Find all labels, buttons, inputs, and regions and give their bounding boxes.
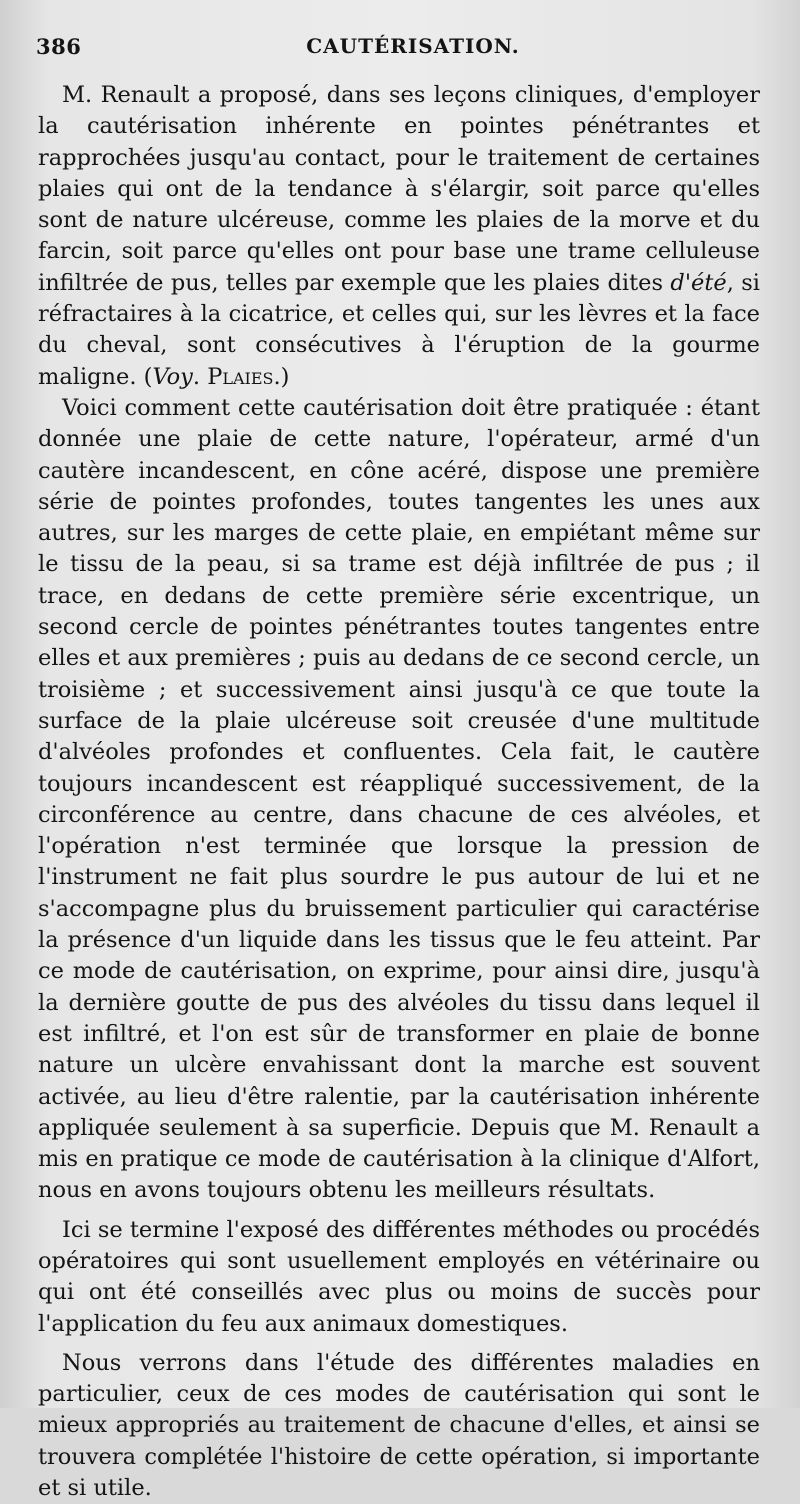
- text-segment: M. Renault a proposé, dans ses leçons cliniques, d'employer la cautérisation inhérente en pointes pénétrantes et rapprochées jusqu'au contact, pour le traitement de certaines plaies qui ont de la tendance à s'élargir, soit parce qu'elles sont de nature ulcéreuse, comme les plaies de la morve et du farcin, soit parce qu'elles ont pour base une trame celluleuse infiltrée de pus, telles par exemple que les plaies dites: [38, 82, 760, 296]
- paragraph-3: [38, 1215, 760, 1340]
- text-segment: Voici comment cette cautérisation doit être pratiquée : étant donnée une plaie de cette nature, l'opérateur, armé d'un cautère incandescent, en cône acéré, dispose une première série de pointes profondes, toutes tangentes les unes aux autres, sur les marges de cette plaie, en empiétant même sur le tissu de la peau, si sa trame est déjà infiltrée de pus ; il trace, en dedans de cette première série excentrique, un second cercle de pointes pénétrantes toutes tangentes entre elles et aux premières ; puis au dedans de ce second cercle, un troisième ; et successivement ainsi jusqu'à ce que toute la surface de la plaie ulcéreuse soit creusée d'une multitude d'alvéoles profondes et confluentes. Cela fait, le cautère toujours incandescent est réappliqué successivement, de la circonférence au centre, dans chacune de ces alvéoles, et l'opération n'est terminée que lorsque la pression de l'instrument ne fait plus sourdre le pus autour de lui et ne s'accompagne plus du bruissement particulier qui caractérise la présence d'un liquide dans les tissus que le feu atteint. Par ce mode de cautérisation, on exprime, pour ainsi dire, jusqu'à la dernière goutte de pus des alvéoles du tissu dans lequel il est infiltré, et l'on est sûr de transformer en plaie de bonne nature un ulcère envahissant dont la marche est souvent activée, au lieu d'être ralentie, par la cautérisation inhérente appliquée seulement à sa superficie. Depuis que M. Renault a mis en pratique ce mode de cautérisation à la clinique d'Alfort, nous en avons toujours obtenu les meilleurs résultats.: [38, 394, 760, 1204]
- running-title: CAUTÉRISATION.: [306, 34, 520, 58]
- page-number: 386: [36, 34, 82, 59]
- text-segment: .): [273, 363, 290, 390]
- paragraph-1: [38, 80, 760, 393]
- cross-reference: Plaies: [207, 363, 274, 390]
- paragraph-4: [38, 1348, 760, 1504]
- text-segment: , si réfractaires à la cicatrice, et celles qui, sur les lèvres et la face du cheval, sont consécutives à l'éruption de la gourme maligne. (: [38, 269, 761, 390]
- text-segment: Ici se termine l'exposé des différentes méthodes ou procédés opératoires qui sont usuellement employés en vétérinaire ou qui ont été conseillés avec plus ou moins de succès pour l'application du feu aux animaux domestiques.: [38, 1216, 760, 1337]
- page-header: [36, 34, 760, 64]
- text-segment: .: [192, 363, 208, 390]
- body-text: [38, 80, 760, 1504]
- italic-term: d'été: [670, 269, 727, 296]
- italic-abbreviation: Voy: [152, 363, 193, 390]
- text-segment: Nous verrons dans l'étude des différentes maladies en particulier, ceux de ces modes de cautérisation qui sont le mieux appropriés au traitement de chacune d'elles, et ainsi se trouvera complétée l'histoire de cette opération, si importante et si utile.: [38, 1349, 760, 1502]
- paragraph-2: [38, 393, 760, 1207]
